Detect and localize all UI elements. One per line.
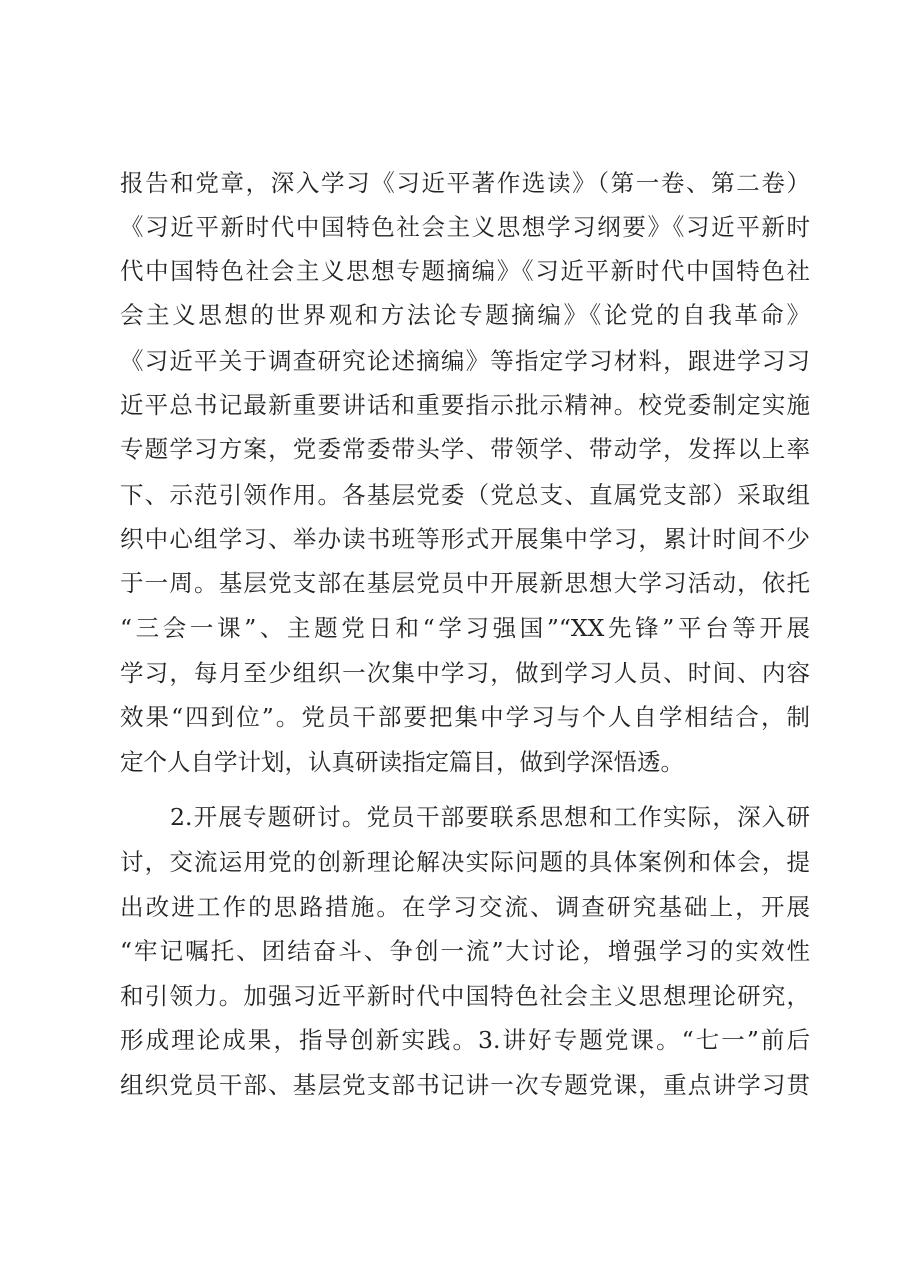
text-line: “牢记嘱托、团结奋斗、争创一流”大讨论，增强学习的实效性 (120, 937, 810, 965)
text-line: “三会一课”、主题党日和“学习强国”“XX先锋”平台等开展 (120, 614, 810, 642)
text-line: 组织党员干部、基层党支部书记讲一次专题党课，重点讲学习贯 (120, 1071, 810, 1099)
text-line: 讨，交流运用党的创新理论解决实际问题的具体案例和体会，提 (120, 848, 810, 876)
text-line: 效果“四到位”。党员干部要把集中学习与个人自学相结合，制 (120, 703, 810, 731)
text-line: 近平总书记最新重要讲话和重要指示批示精神。校党委制定实施 (120, 391, 810, 419)
paragraph-heading-line: 2.开展专题研讨。党员干部要联系思想和工作实际，深入研 (170, 803, 810, 831)
text-line: 《习近平关于调查研究论述摘编》等指定学习材料，跟进学习习 (120, 347, 810, 375)
text-line: 定个人自学计划，认真研读指定篇目，做到学深悟透。 (120, 748, 684, 776)
text-line: 出改进工作的思路措施。在学习交流、调查研究基础上，开展 (120, 893, 810, 921)
text-line: 会主义思想的世界观和方法论专题摘编》《论党的自我革命》 (120, 301, 810, 329)
text-line: 形成理论成果，指导创新实践。3.讲好专题党课。“七一”前后 (120, 1026, 810, 1054)
text-line: 织中心组学习、举办读书班等形式开展集中学习，累计时间不少 (120, 525, 810, 553)
text-line: 和引领力。加强习近平新时代中国特色社会主义思想理论研究， (120, 982, 810, 1010)
text-line: 报告和党章，深入学习《习近平著作选读》（第一卷、第二卷） (120, 169, 810, 197)
text-line: 下、示范引领作用。各基层党委（党总支、直属党支部）采取组 (120, 481, 810, 509)
text-line: 于一周。基层党支部在基层党员中开展新思想大学习活动，依托 (120, 569, 810, 597)
text-line: 代中国特色社会主义思想专题摘编》《习近平新时代中国特色社 (120, 257, 810, 285)
text-line: 专题学习方案，党委常委带头学、带领学、带动学，发挥以上率 (120, 435, 810, 463)
text-line: 学习，每月至少组织一次集中学习，做到学习人员、时间、内容 (120, 659, 810, 687)
text-line: 《习近平新时代中国特色社会主义思想学习纲要》《习近平新时 (120, 213, 810, 241)
